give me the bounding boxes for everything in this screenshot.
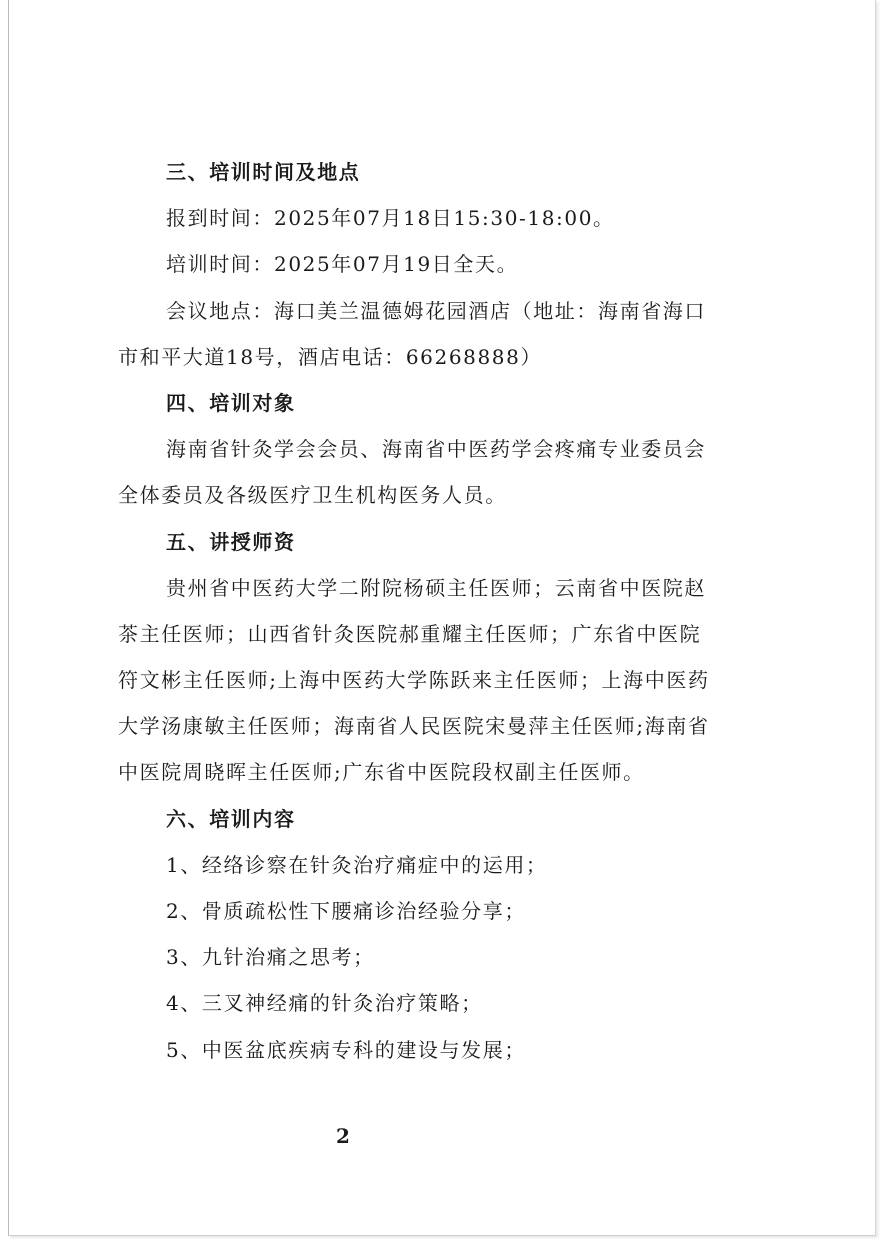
- page-number: 2: [336, 1124, 350, 1148]
- text-line: 4、三叉神经痛的针灸治疗策略；: [166, 991, 483, 1016]
- section-heading: 五、讲授师资: [166, 529, 296, 554]
- text-line: 1、经络诊察在针灸治疗痛症中的运用；: [166, 852, 548, 877]
- text-line: 符文彬主任医师;上海中医药大学陈跃来主任医师；上海中医药: [118, 668, 710, 693]
- document-body: [118, 149, 778, 1073]
- text-line: 会议地点：海口美兰温德姆花园酒店（地址：海南省海口: [166, 298, 706, 323]
- text-line: 报到时间：2025年07月18日15:30-18:00。: [166, 206, 615, 231]
- section-heading: 三、培训时间及地点: [166, 160, 361, 184]
- text-line: 大学汤康敏主任医师；海南省人民医院宋曼萍主任医师;海南省: [118, 714, 710, 739]
- text-line: 海南省针灸学会会员、海南省中医药学会疼痛专业委员会: [166, 437, 706, 462]
- text-line: 茶主任医师；山西省针灸医院郝重耀主任医师；广东省中医院: [118, 621, 702, 646]
- section-heading: 六、培训内容: [166, 806, 296, 831]
- text-line: 市和平大道18号，酒店电话：66268888）: [118, 344, 543, 369]
- text-line: 全体委员及各级医疗卫生机构医务人员。: [118, 483, 507, 508]
- text-line: 5、中医盆底疾病专科的建设与发展；: [166, 1037, 526, 1062]
- text-line: 培训时间：2025年07月19日全天。: [166, 252, 519, 277]
- section-heading: 四、培训对象: [166, 390, 296, 415]
- text-line: 贵州省中医药大学二附院杨硕主任医师；云南省中医院赵: [166, 575, 706, 600]
- text-line: 中医院周晓晖主任医师;广东省中医院段权副主任医师。: [118, 760, 645, 785]
- text-line: 2、骨质疏松性下腰痛诊治经验分享；: [166, 899, 526, 923]
- text-line: 3、九针治痛之思考；: [166, 945, 375, 970]
